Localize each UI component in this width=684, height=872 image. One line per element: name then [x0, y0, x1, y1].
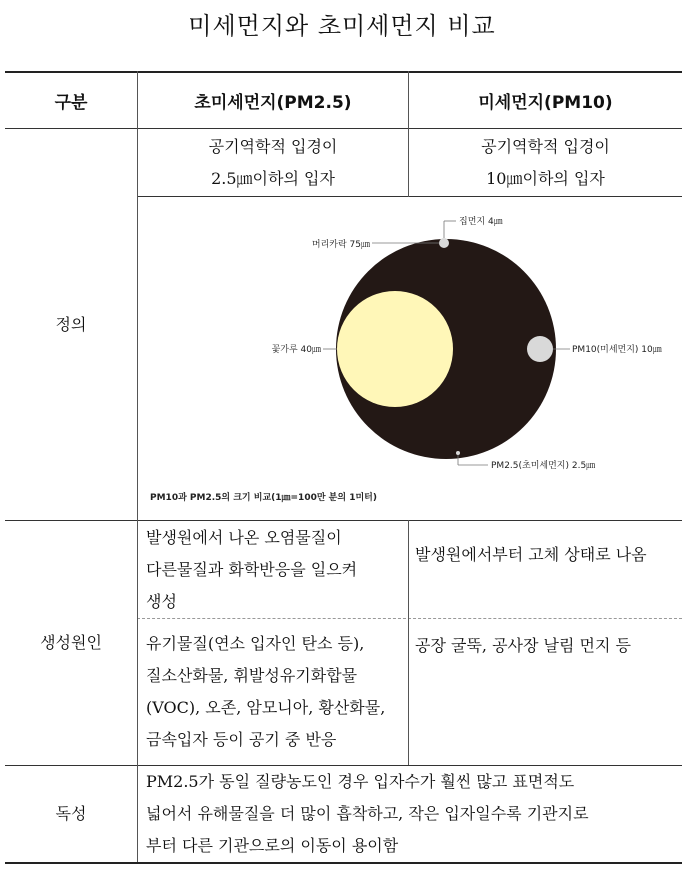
house-dust-dot	[439, 238, 449, 248]
cause-pm25-b-line4: 금속입자 등이 공기 중 반응	[146, 730, 337, 749]
header-category: 구분	[54, 92, 88, 113]
pm25-dot	[456, 451, 460, 455]
particle-size-diagram	[138, 197, 682, 520]
toxicity-label: 독성	[55, 804, 87, 823]
cause-pm25-b	[146, 622, 408, 762]
cause-pm25-a-line2: 다른물질과 화학반응을 일으켜	[146, 559, 358, 579]
dust-label: 집먼지 4㎛	[459, 217, 503, 227]
cause-pm25-a-line1: 발생원에서 나온 오염물질이	[146, 527, 342, 547]
pollen-circle	[337, 291, 453, 407]
table-bottom-border	[5, 862, 682, 864]
cause-label: 생성원인	[40, 633, 102, 652]
definition-pm25	[138, 129, 408, 196]
dust-circle	[527, 336, 553, 362]
definition-pm10	[409, 129, 682, 196]
definition-label: 정의	[55, 314, 87, 334]
cause-pm10-a: 발생원에서부터 고체 상태로 나옴	[415, 545, 647, 564]
cause-pm25-b-line3: (VOC), 오존, 암모니아, 황산화물,	[146, 698, 386, 717]
header-pm10: 미세먼지(PM10)	[478, 92, 613, 113]
header-pm25: 초미세먼지(PM2.5)	[194, 92, 352, 113]
definition-pm25-line1: 공기역학적 입경이	[208, 136, 338, 156]
page-title: 미세먼지와 초미세먼지 비교	[188, 12, 496, 40]
cause-pm25-a	[146, 521, 408, 618]
cause-pm25-b-line2: 질소산화물, 휘발성유기화합물	[146, 666, 358, 685]
definition-pm10-line1: 공기역학적 입경이	[481, 136, 610, 156]
pm25-label: PM2.5(초미세먼지) 2.5㎛	[491, 461, 596, 471]
toxicity-line1: PM2.5가 동일 질량농도인 경우 입자수가 훨씬 많고 표면적도	[146, 772, 575, 791]
hair-label: 머리카락 75㎛	[311, 240, 370, 250]
cause-pm10-b: 공장 굴뚝, 공사장 날림 먼지 등	[415, 636, 631, 655]
cause-divider	[137, 618, 682, 619]
diagram-caption: PM10과 PM2.5의 크기 비교(1㎛=100만 분의 1미터)	[150, 493, 377, 503]
pm10-label: PM10(미세먼지) 10㎛	[572, 345, 662, 355]
definition-pm25-line2: 2.5㎛이하의 입자	[211, 168, 335, 188]
pollen-label: 꽃가루 40㎛	[271, 345, 321, 355]
cause-pm25-a-line3: 생성	[146, 591, 177, 611]
toxicity-text	[146, 766, 682, 862]
column-divider-2-bottom	[408, 520, 409, 765]
toxicity-line3: 부터 다른 기관으로의 이동이 용이함	[146, 836, 399, 855]
cause-pm25-b-line1: 유기물질(연소 입자인 탄소 등),	[146, 634, 365, 653]
toxicity-line2: 넓어서 유해물질을 더 많이 흡착하고, 작은 입자일수록 기관지로	[146, 804, 589, 823]
definition-pm10-line2: 10㎛이하의 입자	[486, 168, 605, 188]
